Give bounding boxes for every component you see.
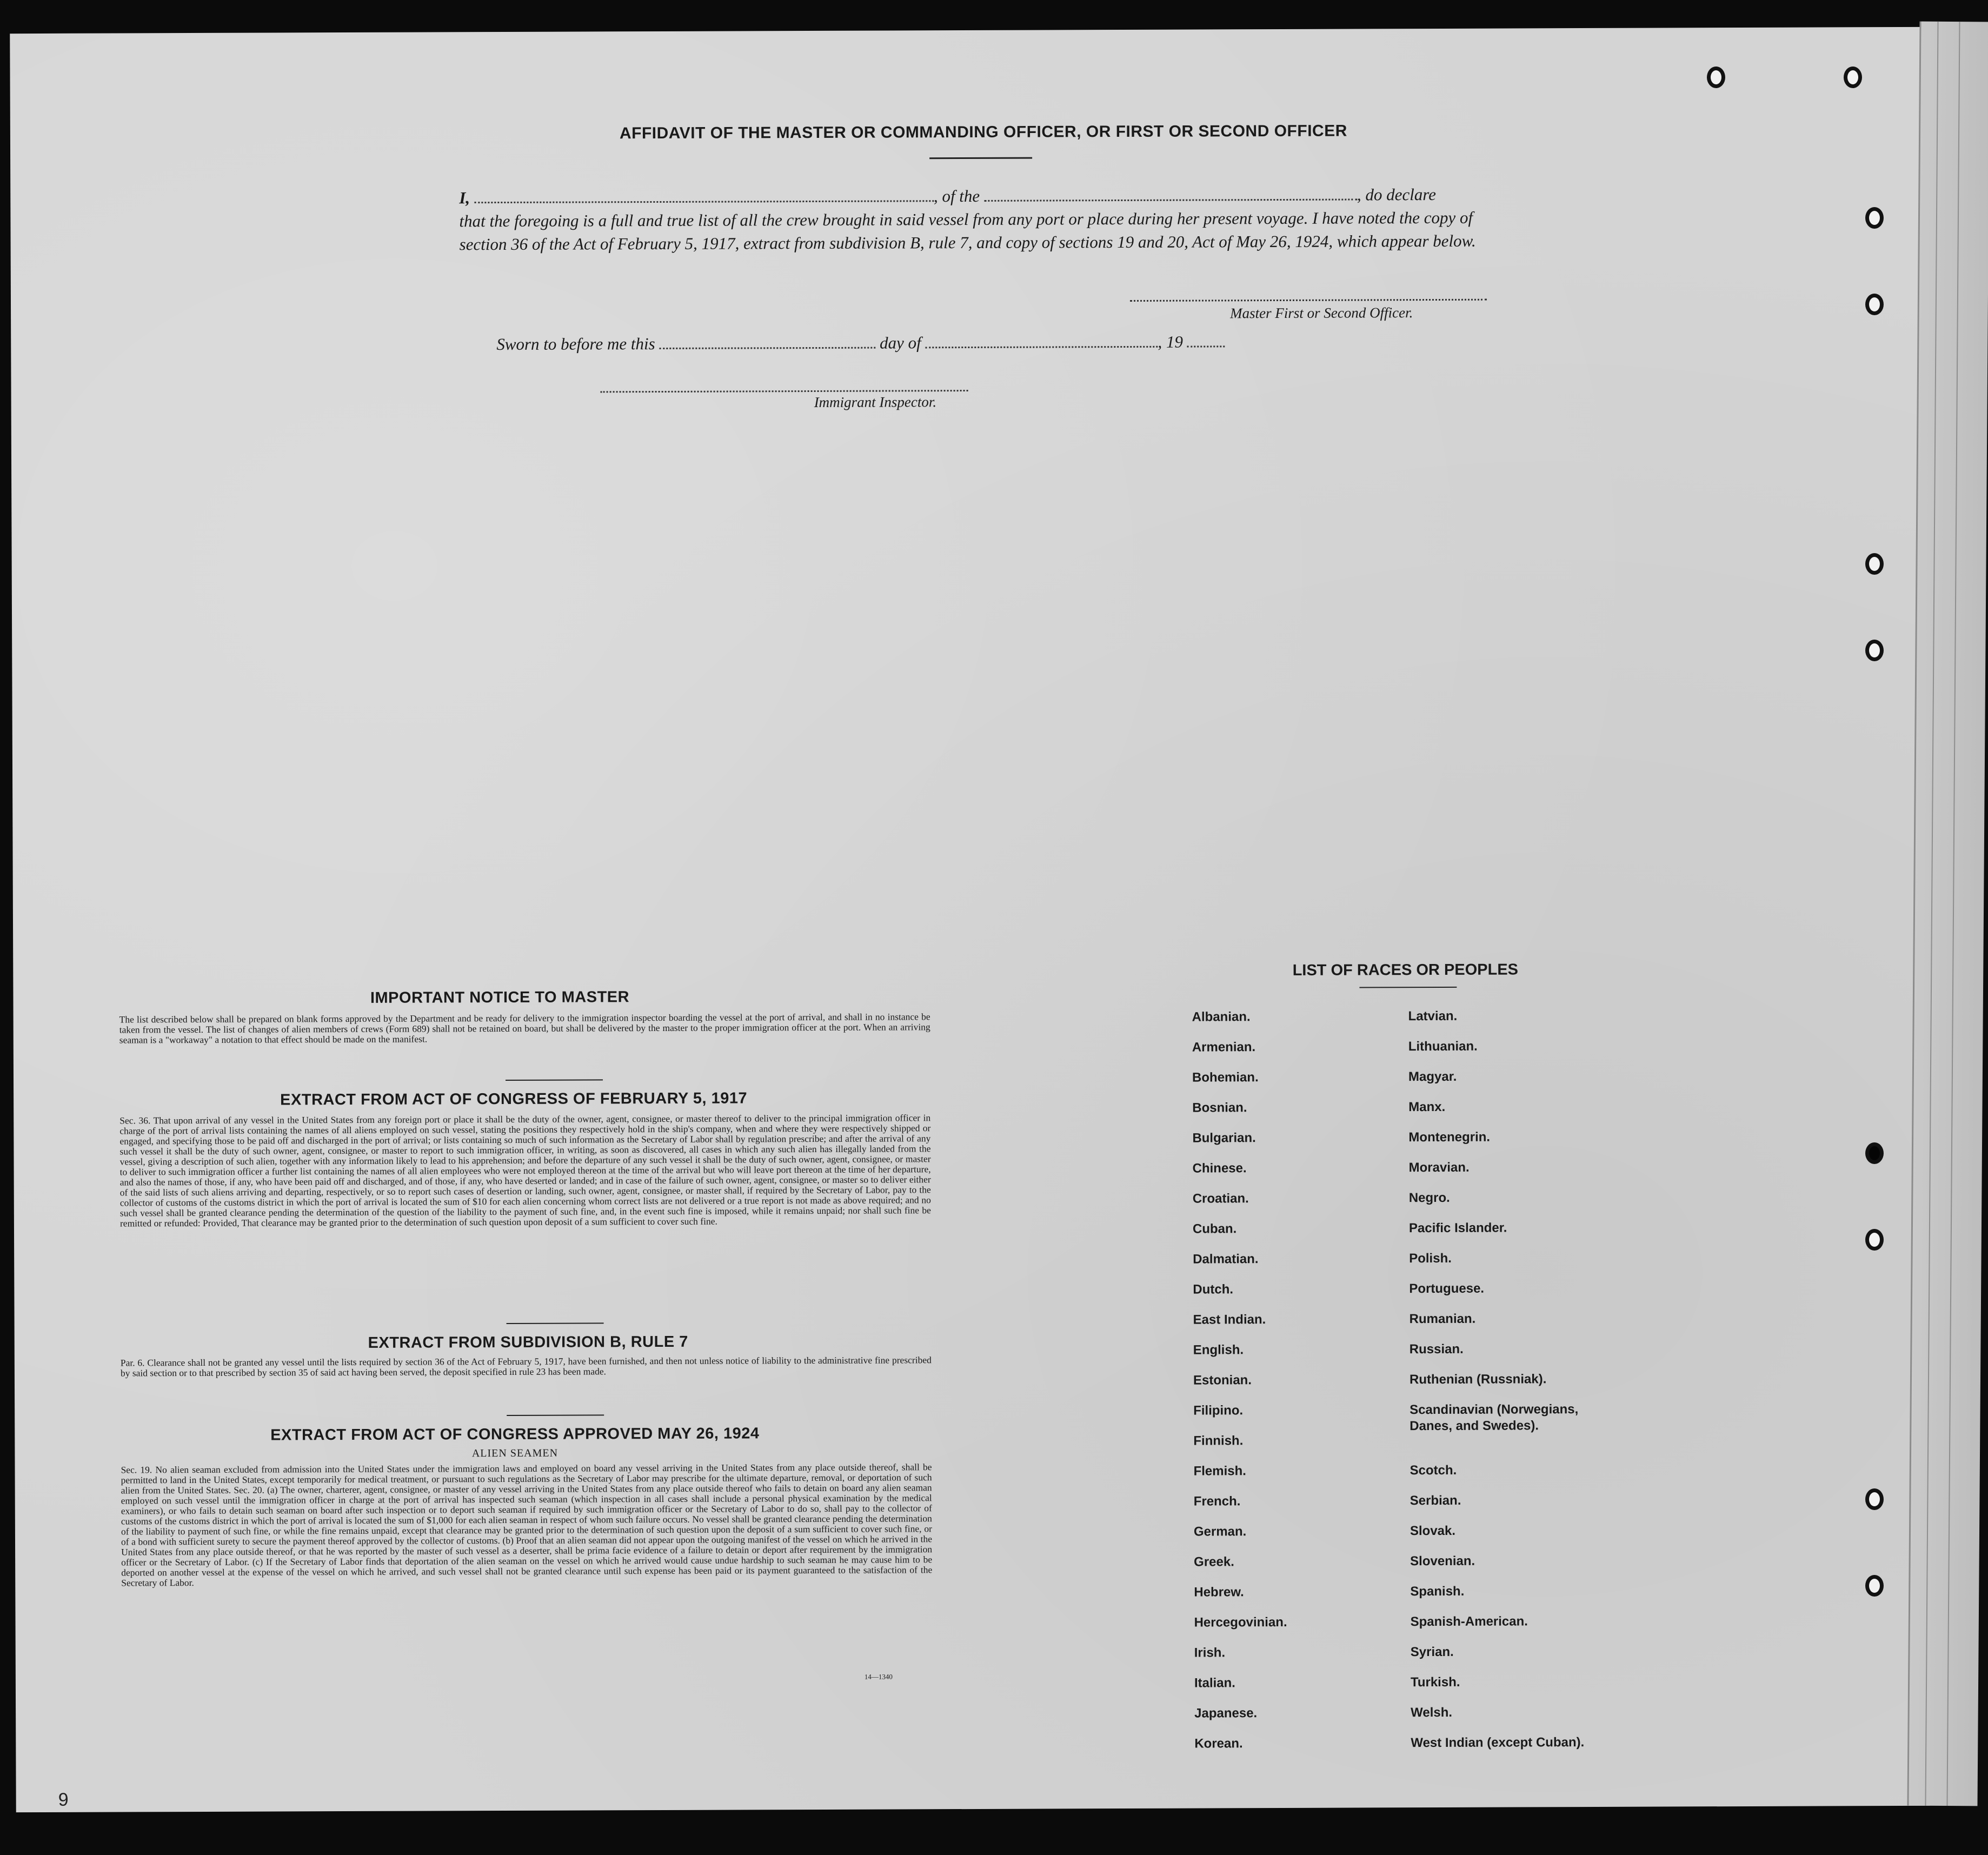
race-item: Chinese.	[1192, 1161, 1247, 1176]
race-item: Finnish.	[1193, 1433, 1244, 1448]
notice-title: IMPORTANT NOTICE TO MASTER	[370, 988, 630, 1007]
race-item: Albanian.	[1192, 1009, 1251, 1025]
race-item: Magyar.	[1408, 1069, 1457, 1085]
race-item: Armenian.	[1192, 1040, 1256, 1055]
divider	[929, 157, 1032, 159]
race-item: Welsh.	[1411, 1705, 1453, 1720]
sworn-label: Sworn to before me this	[496, 334, 655, 354]
extract-rule7-title: EXTRACT FROM SUBDIVISION B, RULE 7	[368, 1333, 688, 1352]
vessel-blank	[984, 185, 1357, 201]
race-item: Ruthenian (Russniak).	[1409, 1372, 1547, 1387]
bleed-through-title	[389, 92, 1849, 97]
form-number: 14—1340	[864, 1672, 893, 1681]
race-item: Serbian.	[1409, 1493, 1461, 1508]
notice-text: The list described below shall be prepared on blank forms approved by the Department and be ready for delivery to the immigration inspector boarding the vessel at the port of arrival, and shall in no instance be taken from the vessel. The list of changes of alien members of crews (Form 689) shall not be retained on board, but shall be delivered by the master to the proper immigration officer at the port. When an arriving seaman is a "workaway" a notation to that effect should be made on the manifest.	[119, 1011, 930, 1046]
extract-1917-title: EXTRACT FROM ACT OF CONGRESS OF FEBRUARY 5, 1917	[280, 1089, 748, 1109]
race-item: Hebrew.	[1194, 1585, 1244, 1600]
race-item: Spanish-American.	[1410, 1614, 1528, 1630]
edge-line	[1925, 22, 1938, 1806]
race-item: Portuguese.	[1409, 1281, 1485, 1296]
binder-hole	[1865, 1575, 1884, 1597]
master-signature-label: Master First or Second Officer.	[1230, 304, 1413, 322]
day-of-label: day of	[880, 333, 921, 353]
divider	[507, 1322, 604, 1324]
divider	[506, 1079, 603, 1081]
binder-hole	[1707, 67, 1725, 88]
binder-hole	[1865, 294, 1884, 315]
race-item: Rumanian.	[1409, 1311, 1476, 1327]
divider	[1359, 987, 1457, 988]
binder-edge	[1907, 22, 1988, 1806]
year-label: , 19	[1158, 332, 1184, 351]
margin-pencil-mark: 9	[58, 1789, 69, 1810]
extract-rule7-text: Par. 6. Clearance shall not be granted any vessel until the lists required by section 36 of the Act of February 5, 1917, have been furnished, and then not unless notice of liability to the administrative fine prescribed by said section or to that prescribed by section 35 of said act having been served, the deposit specified in rule 23 has been made.	[120, 1354, 932, 1379]
divider	[507, 1414, 604, 1416]
affidavit-body	[459, 182, 1513, 256]
edge-line	[1946, 22, 1960, 1806]
race-item: Spanish.	[1410, 1584, 1465, 1599]
race-item: Latvian.	[1408, 1008, 1458, 1024]
race-item: Turkish.	[1410, 1674, 1460, 1690]
race-item: Montenegrin.	[1408, 1129, 1491, 1145]
race-item: Slovenian.	[1410, 1553, 1475, 1569]
binder-hole	[1865, 1488, 1884, 1510]
binder-hole	[1865, 640, 1884, 661]
race-item: Croatian.	[1192, 1191, 1249, 1206]
binder-hole	[1865, 1142, 1884, 1164]
race-item: Bosnian.	[1192, 1100, 1247, 1115]
race-item: Scotch.	[1409, 1462, 1457, 1478]
race-item: Dalmatian.	[1193, 1252, 1259, 1267]
of-the-label: , of the	[933, 186, 980, 206]
race-item: Italian.	[1194, 1676, 1236, 1691]
race-item: Irish.	[1194, 1645, 1226, 1660]
binder-hole	[1865, 207, 1884, 229]
race-item: Greek.	[1194, 1554, 1234, 1570]
race-item: Slovak.	[1409, 1523, 1456, 1539]
race-item: Moravian.	[1408, 1160, 1470, 1175]
inspector-signature-label: Immigrant Inspector.	[814, 394, 937, 411]
extract-1917-text: Sec. 36. That upon arrival of any vessel in the United States from any foreign port or place it shall be the duty of the owner, agent, consignee, or master thereof to deliver to the principal immigration officer in charge of the port of arrival lists containing the names of all aliens employed on such vessel, stating the positions they respectively hold in the ship's company, when and where they were respectively shipped or engaged, and specifying those to be paid off and discharged in the port of arrival; or lists containing so much of such information as the Secretary of Labor shall by regulation prescribe; and after the arrival of any such vessel it shall be the duty of such owner, agent, consignee, or master to report to such immigration officer, in writing, as soon as discovered, all cases in which any such alien has illegally landed from the vessel, giving a description of such alien, together with any information likely to lead to his apprehension; and before the departure of any such vessel it shall be the duty of such owner, agent, consignee, or master to deliver to such immigration officer a further list containing the names of all alien employees who were not employed thereon at the time of the arrival but who will leave port thereon at the time of her departure, and also the names of those, if any, who have been paid off and discharged, and of those, if any, who have deserted or landed; and in case of the failure of such owner, agent, consignee, or master so to deliver either of the said lists of such aliens arriving and departing, respectively, or so to report such cases of desertion or landing, such owner, agent, consignee, or master shall, if required by the Secretary of Labor, pay to the collector of customs of the customs district in which the port of arrival is located the sum of $10 for each alien concerning whom correct lists are not delivered or a true report is not made as above required; and no such vessel shall be granted clearance pending the determination of the question of the liability to the payment of such fine, and, in the event such fine is imposed, while it remains unpaid; nor shall such fine be remitted or refunded: Provided, That clearance may be granted prior to the determination of such question upon deposit of a sum sufficient to cover such fine.	[119, 1112, 931, 1229]
race-item: Bulgarian.	[1192, 1131, 1256, 1146]
race-item: Bohemian.	[1192, 1070, 1259, 1085]
races-title: LIST OF RACES OR PEOPLES	[1292, 961, 1519, 979]
sworn-month-blank	[925, 333, 1158, 349]
race-item: French.	[1193, 1494, 1241, 1509]
extract-1924-title: EXTRACT FROM ACT OF CONGRESS APPROVED MAY 26, 1924	[270, 1425, 760, 1444]
affidavit-declaration: that the foregoing is a full and true list of all the crew brought in said vessel from any port or place during her present voyage. I have noted the copy of section 36 of the Act of February 5, 1917, extract from subdivision B, rule 7, and copy of sections 19 and 20, Act of May 26, 1924, which appear below.	[459, 208, 1476, 254]
binder-hole	[1844, 67, 1862, 88]
master-signature-line	[1130, 299, 1487, 302]
race-item: Lithuanian.	[1408, 1039, 1478, 1054]
race-item: German.	[1193, 1524, 1247, 1539]
name-blank	[474, 187, 934, 203]
binder-hole	[1865, 1229, 1884, 1251]
race-item: Syrian.	[1410, 1644, 1454, 1660]
sworn-line	[496, 332, 1307, 354]
race-item: Cuban.	[1192, 1221, 1237, 1236]
race-item: Flemish.	[1193, 1464, 1246, 1479]
race-item: Scandinavian (Norwegians, Danes, and Swedes).	[1409, 1402, 1579, 1434]
race-item: East Indian.	[1193, 1312, 1266, 1327]
affidavit-i-label: I,	[459, 188, 470, 208]
extract-1924-text: Sec. 19. No alien seaman excluded from admission into the United States under the immigration laws and employed on board any vessel arriving in the United States from any place outside thereof, shall be permitted to land in the United States, except temporarily for medical treatment, or pursuant to such regulations as the Secretary of Labor may prescribe for the ultimate departure, removal, or deportation of such alien from the United States. Sec. 20. (a) The owner, charterer, agent, consignee, or master of any vessel arriving in the United States from any place outside thereof who fails to detain on board any alien seaman employed on such vessel until the immigration officer in charge at the port of arrival has inspected such seaman (which inspection in all cases shall include a personal physical examination by the medical examiners), or who fails to detain such seaman on board after such inspection or to deport such seaman if required by such immigration officer or the Secretary of Labor to do so, shall pay to the collector of customs of the customs district in which the port of arrival is located the sum of $1,000 for each alien seaman in respect of whom such failure occurs. No vessel shall be granted clearance pending the determination of the liability to payment of such fine, or while the fine remains unpaid, except that clearance may be granted prior to the determination of such question upon the deposit of a sum sufficient to cover such fine, or of a bond with sufficient surety to secure the payment thereof approved by the collector of customs. (b) Proof that an alien seaman did not appear upon the outgoing manifest of the vessel on which he arrived in the United States from any place outside thereof, or that he was reported by the master of such vessel as a deserter, shall be prima facie evidence of a failure to detain or deport after requirement by the immigration officer or the Secretary of Labor. (c) If the Secretary of Labor finds that deportation of the alien seaman on the vessel on which he arrived would cause undue hardship to such seaman he may cause him to be deported on another vessel at the expense of the vessel on which he arrived, and such vessel shall not be granted clearance until such expense has been paid or its payment guaranteed to the satisfaction of the Secretary of Labor.	[121, 1461, 933, 1588]
inspector-signature-line	[601, 390, 968, 393]
race-item: Polish.	[1409, 1251, 1452, 1266]
race-item: Dutch.	[1193, 1282, 1234, 1297]
race-item: Estonian.	[1193, 1373, 1252, 1388]
race-item: Russian.	[1409, 1341, 1464, 1357]
race-item: Manx.	[1408, 1099, 1446, 1115]
do-declare-label: , do declare	[1357, 184, 1437, 204]
race-item: Japanese.	[1194, 1706, 1258, 1721]
race-item: Hercegovinian.	[1194, 1614, 1287, 1630]
sworn-day-blank	[659, 334, 875, 349]
race-item: Filipino.	[1193, 1403, 1244, 1418]
race-item: Negro.	[1408, 1190, 1450, 1206]
sworn-year-blank	[1187, 332, 1225, 347]
race-item: West Indian (except Cuban).	[1411, 1735, 1585, 1751]
race-item: Korean.	[1194, 1736, 1243, 1751]
binder-hole	[1865, 553, 1884, 575]
document-page	[10, 27, 1930, 1812]
race-item: English.	[1193, 1342, 1244, 1358]
alien-seamen-subtitle: ALIEN SEAMEN	[471, 1447, 558, 1460]
race-item: Pacific Islander.	[1408, 1220, 1507, 1236]
affidavit-title: AFFIDAVIT OF THE MASTER OR COMMANDING OFFICER, OR FIRST OR SECOND OFFICER	[619, 122, 1347, 143]
